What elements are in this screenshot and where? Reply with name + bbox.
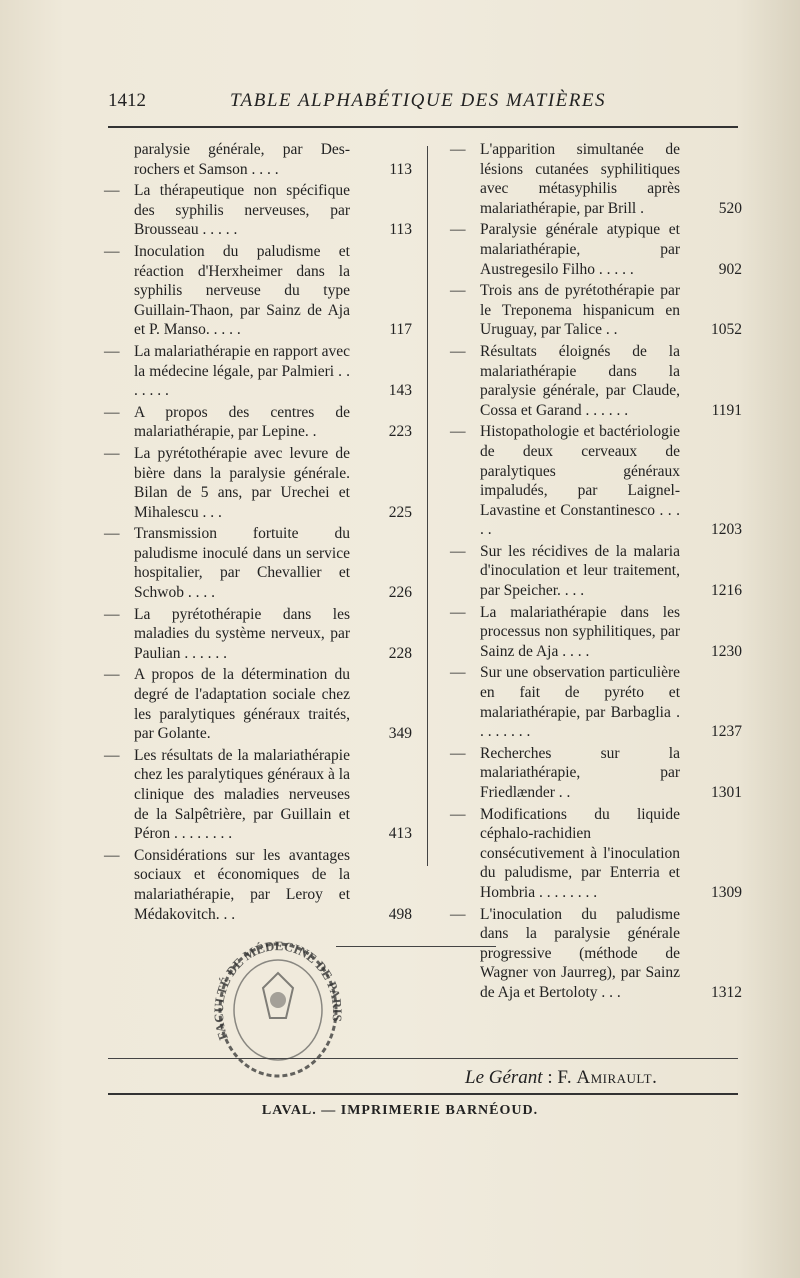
index-entry — [450, 542, 742, 601]
index-entry — [450, 281, 742, 340]
entry-text: Paralysie générale atypique et malariathérapie, par Austregesilo Filho . . . . . — [480, 221, 680, 278]
index-entry — [450, 744, 742, 803]
entry-text: A propos de la détermination du degré de l'adaptation sociale chez les paralytiques généraux traités, par Golante. — [134, 666, 350, 743]
entry-text: Inoculation du paludisme et réaction d'Herxheimer dans la syphilis nerveuse du type Guillain-Thaon, par Sainz de Aja et P. Manso. . . . . — [134, 242, 350, 339]
entry-dash: — — [450, 282, 466, 300]
index-entry — [450, 805, 742, 903]
index-entry — [104, 605, 412, 664]
entry-dash: — — [450, 342, 466, 360]
entry-page-number: 1191 — [711, 401, 742, 419]
entry-dash: — — [450, 744, 466, 762]
index-entry — [450, 220, 742, 279]
entry-page-number: 113 — [389, 160, 412, 178]
index-entry — [104, 140, 412, 179]
entry-text: Transmission fortuite du paludisme inoculé dans un service hospitalier, par Chevallier et Schwob . . . . — [134, 525, 350, 602]
footer-rule-top — [108, 1058, 738, 1059]
index-entry — [104, 444, 412, 522]
index-entry — [450, 140, 742, 218]
entry-text: Sur une observation particulière en fait de pyréto et malariathérapie, par Barbaglia . . . . . . . . — [480, 664, 680, 741]
entry-text: La malariathérapie en rapport avec la médecine légale, par Palmieri . . . . . . . — [134, 342, 351, 400]
entry-page-number: 1237 — [711, 723, 742, 741]
page-header — [108, 90, 738, 118]
entry-text: paralysie générale, par Des-rochers et Samson . . . . — [134, 141, 350, 178]
entry-text: La pyrétothérapie dans les maladies du système nerveux, par Paulian . . . . . . — [134, 605, 350, 662]
entry-page-number: 117 — [389, 321, 412, 339]
entry-page-number: 1301 — [711, 784, 742, 801]
library-stamp — [208, 918, 346, 1084]
entry-text: La thérapeutique non spécifique des syphilis nerveuses, par Brousseau . . . . . — [134, 182, 350, 239]
stamp-text: FACULTÉ DE MÉDECINE DE PARIS — [210, 938, 346, 1043]
entry-dash: — — [104, 746, 120, 764]
index-entry — [450, 603, 742, 662]
entry-dash: — — [450, 805, 466, 823]
entry-text: Les résultats de la malariathérapie chez les paralytiques généraux à la clinique des maladies nerveuses de la Salpêtrière, par Guillain et Péron . . . . . . . . — [134, 746, 350, 843]
entry-dash: — — [104, 846, 120, 864]
page-number: 1412 — [108, 90, 146, 111]
entry-page-number: 1203 — [711, 521, 742, 539]
index-entry — [450, 663, 742, 741]
printer-imprint — [0, 1103, 800, 1119]
entry-dash: — — [104, 444, 120, 462]
entry-page-number: 902 — [718, 260, 742, 278]
entry-page-number: 143 — [388, 382, 412, 400]
index-entry — [104, 665, 412, 743]
entry-page-number: 349 — [388, 725, 412, 743]
entry-text: Sur les récidives de la malaria d'inoculation et leur traitement, par Speicher. . . . — [480, 542, 680, 600]
running-title: TABLE ALPHABÉTIQUE DES MATIÈRES — [230, 90, 606, 111]
index-entry — [104, 746, 412, 844]
entry-dash: — — [450, 603, 466, 621]
entry-page-number: 520 — [718, 199, 742, 217]
entry-page-number: 498 — [388, 905, 412, 923]
gerant-role: Le Gérant — [465, 1067, 543, 1088]
entry-page-number: 223 — [388, 423, 412, 441]
entry-text: L'inoculation du paludisme dans la paralysie générale progressive (méthode de Wagner von Jaurreg), par Sainz de Aja et Bertoloty . . . — [480, 905, 680, 1001]
right-column — [450, 140, 742, 1005]
entry-page-number: 228 — [388, 644, 412, 662]
entry-page-number: 1312 — [711, 983, 742, 1001]
entry-text: Considérations sur les avantages sociaux et économiques de la malariathérapie, par Leroy et Médakovitch. . . — [134, 846, 350, 923]
gerant-line — [465, 1067, 657, 1089]
entry-page-number: 1309 — [711, 883, 742, 901]
entry-dash: — — [104, 666, 120, 684]
index-entry — [450, 905, 742, 1003]
entry-dash: — — [104, 605, 120, 623]
entry-dash: — — [450, 905, 466, 923]
gerant-name: F. Amirault. — [557, 1067, 658, 1088]
entry-dash: — — [104, 342, 120, 360]
index-entry — [450, 342, 742, 420]
entry-dash: — — [450, 542, 466, 560]
header-rule — [108, 126, 738, 128]
end-rule — [336, 946, 496, 947]
column-divider — [427, 146, 428, 866]
entry-text: A propos des centres de malariathérapie, par Lepine. . — [134, 403, 350, 441]
entry-page-number: 1216 — [711, 582, 742, 600]
entry-text: L'apparition simultanée de lésions cutanées syphilitiques avec métasyphilis après malariathérapie, par Brill . — [480, 141, 680, 217]
entry-text: Recherches sur la malariathérapie, par Friedlænder . . — [480, 744, 680, 801]
entry-dash: — — [450, 141, 466, 158]
entry-dash: — — [450, 423, 466, 441]
svg-text:FACULTÉ DE MÉDECINE DE PARIS — [211, 938, 345, 1042]
entry-page-number: 1052 — [711, 321, 742, 339]
index-entry — [104, 846, 412, 924]
entry-dash: — — [104, 182, 120, 200]
index-entry — [104, 403, 412, 442]
index-entry — [104, 524, 412, 602]
entry-text: La pyrétothérapie avec levure de bière dans la paralysie générale. Bilan de 5 ans, par Urechei et Mihalescu . . . — [134, 444, 350, 521]
index-entry — [450, 422, 742, 540]
index-entry — [104, 242, 412, 340]
index-entry — [104, 342, 412, 401]
entry-dash: — — [104, 403, 120, 421]
printer-text: LAVAL. — IMPRIMERIE BARNÉOUD. — [261, 1103, 539, 1118]
entry-page-number: 226 — [388, 584, 412, 602]
entry-dash: — — [104, 525, 120, 543]
entry-page-number: 1230 — [711, 642, 742, 660]
entry-text: Modifications du liquide céphalo-rachidien consécutivement à l'inoculation du paludisme, par Enterria et Hombria . . . . . . . . — [480, 805, 680, 901]
entry-page-number: 413 — [388, 825, 412, 843]
entry-page-number: 113 — [389, 221, 412, 239]
entry-page-number: 225 — [388, 503, 412, 521]
entry-text: Histopathologie et bactériologie de deux cerveaux de paralytiques généraux impaludés, par Laignel-Lavastine et Constantinesco . . . . . — [480, 423, 680, 539]
entry-dash: — — [450, 664, 466, 682]
gerant-separator: : — [542, 1067, 558, 1088]
entry-dash: — — [450, 221, 466, 239]
entry-text: Trois ans de pyrétothérapie par le Treponema hispanicum en Uruguay, par Talice . . — [480, 282, 680, 339]
index-entry — [104, 181, 412, 240]
entry-dash: — — [104, 242, 120, 260]
footer-rule-bottom — [108, 1093, 738, 1095]
entry-text: Résultats éloignés de la malariathérapie dans la paralysie générale, par Claude, Cossa et Garand . . . . . . — [480, 342, 680, 419]
entry-text: La malariathérapie dans les processus non syphilitiques, par Sainz de Aja . . . . — [480, 603, 680, 660]
left-column — [104, 140, 412, 926]
